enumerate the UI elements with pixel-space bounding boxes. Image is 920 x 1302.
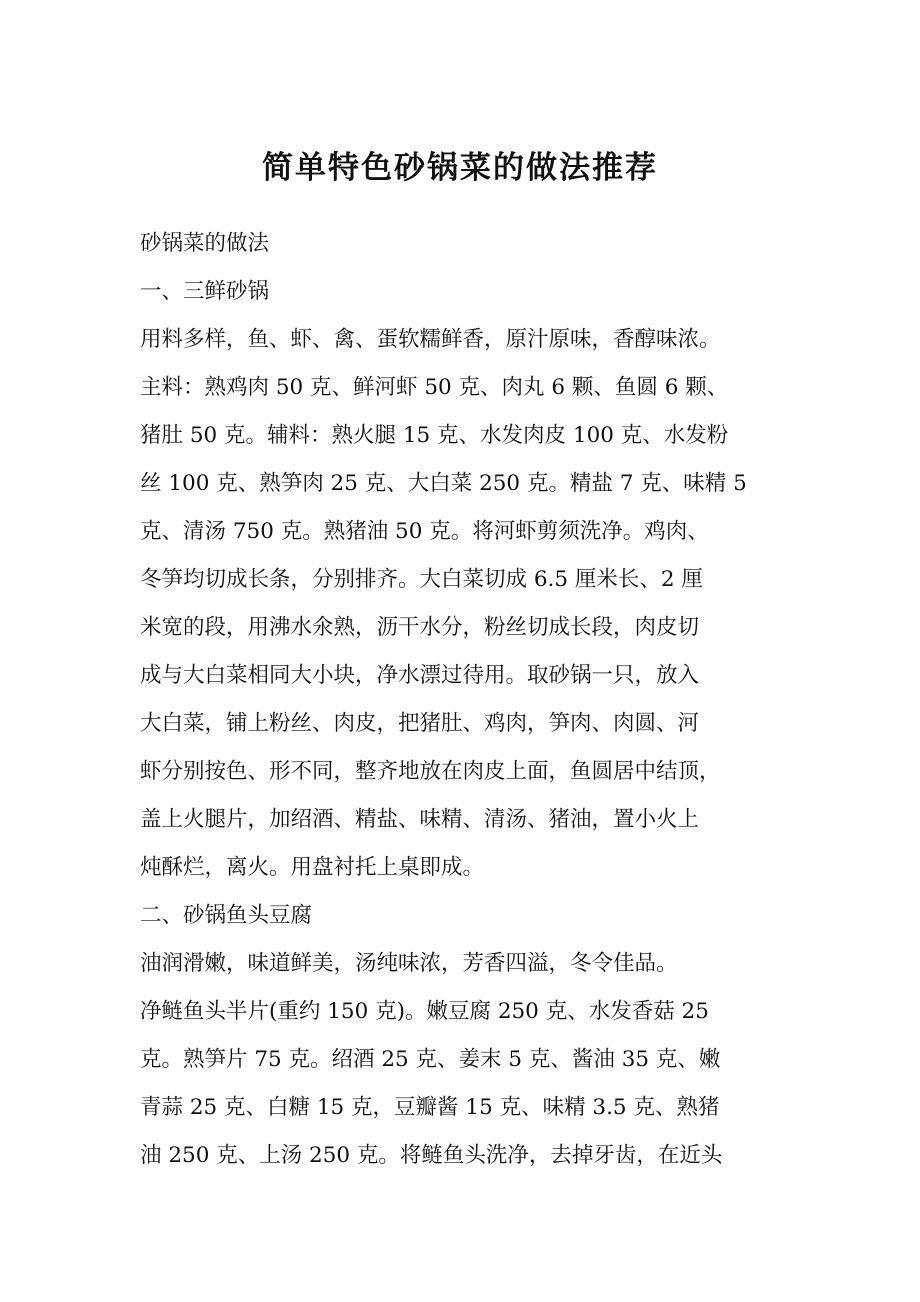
paragraph-line: 主料：熟鸡肉 50 克、鲜河虾 50 克、肉丸 6 颗、鱼圆 6 颗、 — [140, 375, 729, 400]
paragraph-line: 冬笋均切成长条，分别排齐。大白菜切成 6.5 厘米长、2 厘 — [140, 567, 703, 592]
paragraph-line: 炖酥烂，离火。用盘衬托上桌即成。 — [140, 855, 485, 880]
paragraph-line: 盖上火腿片，加绍酒、精盐、味精、清汤、猪油，置小火上 — [140, 807, 700, 832]
paragraph-line: 虾分别按色、形不同，整齐地放在肉皮上面，鱼圆居中结顶， — [140, 759, 721, 784]
document-body — [140, 220, 800, 1180]
paragraph-line: 克。熟笋片 75 克。绍酒 25 克、姜末 5 克、酱油 35 克、嫩 — [140, 1047, 721, 1072]
section-heading: 砂锅菜的做法 — [140, 231, 270, 256]
paragraph-line: 油 250 克、上汤 250 克。将鲢鱼头洗净，去掉牙齿，在近头 — [140, 1143, 723, 1168]
paragraph-line: 丝 100 克、熟笋肉 25 克、大白菜 250 克。精盐 7 克、味精 5 — [140, 471, 747, 496]
recipe-heading-1: 一、三鲜砂锅 — [140, 279, 270, 304]
paragraph-line: 大白菜，铺上粉丝、肉皮，把猪肚、鸡肉，笋肉、肉圆、河 — [140, 711, 700, 736]
paragraph-line: 成与大白菜相同大小块，净水漂过待用。取砂锅一只，放入 — [140, 663, 700, 688]
recipe-heading-2: 二、砂锅鱼头豆腐 — [140, 903, 313, 928]
page-title: 简单特色砂锅菜的做法推荐 — [262, 150, 658, 186]
paragraph-line: 净鲢鱼头半片(重约 150 克)。嫩豆腐 250 克、水发香菇 25 — [140, 999, 709, 1024]
paragraph-line: 青蒜 25 克、白糖 15 克，豆瓣酱 15 克、味精 3.5 克、熟猪 — [140, 1095, 720, 1120]
paragraph-line: 猪肚 50 克。辅料：熟火腿 15 克、水发肉皮 100 克、水发粉 — [140, 423, 729, 448]
paragraph-line: 米宽的段，用沸水氽熟，沥干水分，粉丝切成长段，肉皮切 — [140, 615, 700, 640]
paragraph-line: 油润滑嫩，味道鲜美，汤纯味浓，芳香四溢，冬令佳品。 — [140, 951, 678, 976]
paragraph-line: 克、清汤 750 克。熟猪油 50 克。将河虾剪须洗净。鸡肉、 — [140, 519, 709, 544]
paragraph-line: 用料多样，鱼、虾、禽、蛋软糯鲜香，原汁原味，香醇味浓。 — [140, 327, 721, 352]
